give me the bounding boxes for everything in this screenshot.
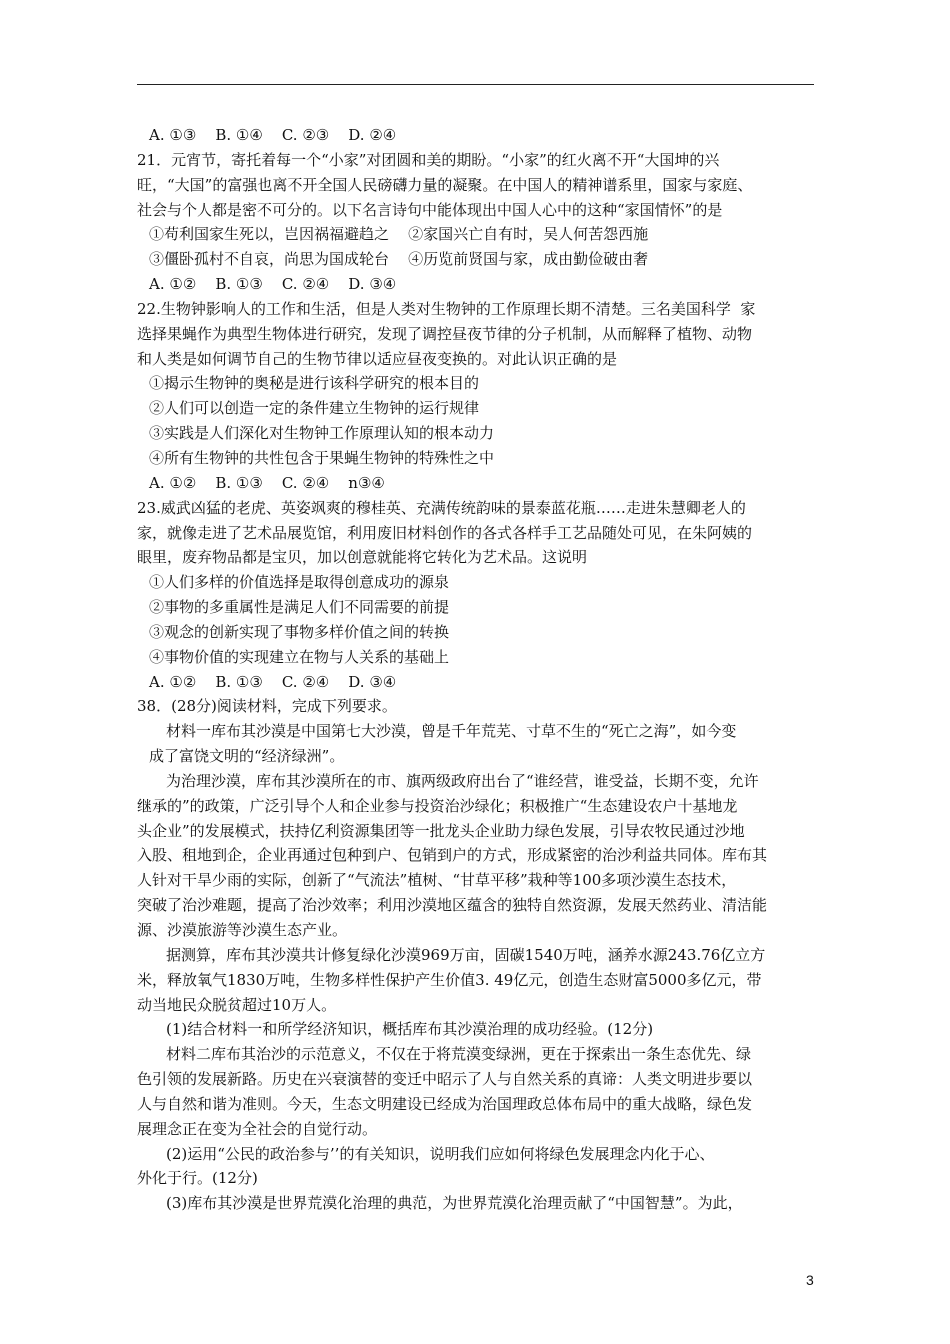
text-line: 21．元宵节，寄托着每一个“小家”对团圆和美的期盼。“小家”的红火离不开“大国坤的兴: [137, 150, 720, 169]
text-line: A. ①② B. ①③ C. ②④ D. ③④: [149, 672, 397, 691]
text-line: 选择果蝇作为典型生物体进行研究，发现了调控昼夜节律的分子机制，从而解释了植物、动物: [137, 324, 753, 343]
text-line: 成了富饶文明的“经济绿洲”。: [149, 747, 345, 766]
text-line: 22.生物钟影响人的工作和生活，但是人类对生物钟的工作原理长期不清楚。三名美国科学 家: [137, 299, 756, 318]
text-line: (1)结合材料一和所学经济知识，概括库布其沙漠治理的成功经验。(12分): [166, 1020, 654, 1039]
text-line: ③实践是人们深化对生物钟工作原理认知的根本动力: [149, 424, 495, 443]
text-line: ①人们多样的价值选择是取得创意成功的源泉: [149, 573, 450, 592]
text-line: ②人们可以创造一定的条件建立生物钟的运行规律: [149, 399, 480, 418]
text-line: 人针对干旱少雨的实际，创新了“气流法”植树、“甘草平移”栽种等100多项沙漠生态技术，: [137, 871, 737, 890]
text-line: 家，就像走进了艺术品展览馆，利用废旧材料创作的各式各样手工艺品随处可见，在朱阿姨的: [137, 523, 753, 542]
text-line: ①苟利国家生死以，岂因祸福避趋之 ②家国兴亡自有时，吴人何苦怨西施: [149, 225, 649, 244]
text-line: (3)库布其沙漠是世界荒漠化治理的典范，为世界荒漠化治理贡献了“中国智慧”。为此，: [166, 1194, 743, 1213]
text-line: A. ①② B. ①③ C. ②④ n③④: [149, 473, 385, 492]
text-line: ②事物的多重属性是满足人们不同需要的前提: [149, 598, 450, 617]
text-line: 入股、租地到企，企业再通过包种到户、包销到户的方式，形成紧密的治沙利益共同体。库布其: [137, 846, 768, 865]
text-line: 据测算，库布其沙漠共计修复绿化沙漠969万亩，固碳1540万吨，涵养水源243.76亿立方: [166, 945, 766, 964]
text-line: ④所有生物钟的共性包含于果蝇生物钟的特殊性之中: [149, 448, 495, 467]
text-line: 继承的”的政策，广泛引导个人和企业参与投资治沙绿化；积极推广“生态建设农户十基地龙: [137, 796, 738, 815]
text-line: (2)运用“公民的政治参与’’的有关知识，说明我们应如何将绿色发展理念内化于心、: [166, 1144, 715, 1163]
text-line: 23.威武凶猛的老虎、英姿飒爽的穆桂英、充满传统韵味的景泰蓝花瓶……走进朱慧卿老人的: [137, 498, 746, 517]
text-line: ①揭示生物钟的奥秘是进行该科学研究的根本目的: [149, 374, 480, 393]
text-line: 材料一库布其沙漠是中国第七大沙漠，曾是千年荒芜、寸草不生的“死亡之海”，如今变: [166, 722, 737, 741]
text-line: 眼里，废弃物品都是宝贝，加以创意就能将它转化为艺术品。这说明: [137, 548, 588, 567]
text-line: 旺，“大国”的富强也离不开全国人民磅礴力量的凝聚。在中国人的精神谱系里，国家与家庭、: [137, 175, 753, 194]
text-line: 头企业”的发展模式，扶持亿利资源集团等一批龙头企业助力绿色发展，引导农牧民通过沙地: [137, 821, 745, 840]
text-line: A. ①③ B. ①④ C. ②③ D. ②④: [149, 126, 397, 144]
text-line: 突破了治沙难题，提高了治沙效率；利用沙漠地区蕴含的独特自然资源，发展天然药业、清洁能: [137, 896, 768, 915]
text-line: ③僵卧孤村不自哀，尚思为国成轮台 ④历览前贤国与家，成由勤俭破由奢: [149, 250, 649, 269]
text-line: 米，释放氧气1830万吨，生物多样性保护产生价值3. 49亿元，创造生态财富5000多亿元，带: [137, 970, 762, 989]
text-line: ③观念的创新实现了事物多样价值之间的转换: [149, 622, 450, 641]
text-line: 材料二库布其治沙的示范意义，不仅在于将荒漠变绿洲，更在于探索出一条生态优先、绿: [166, 1045, 752, 1064]
text-line: 色引领的发展新路。历史在兴衰演替的变迁中昭示了人与自然关系的真谛：人类文明进步要以: [137, 1070, 753, 1089]
text-line: 为治理沙漠，库布其沙漠所在的市、旗两级政府出台了“谁经营，谁受益，长期不变，允许: [166, 771, 759, 790]
text-line: 展理念正在变为全社会的自觉行动。: [137, 1119, 378, 1138]
text-line: 38．(28分)阅读材料，完成下列要求。: [137, 697, 397, 716]
text-line: 社会与个人都是密不可分的。以下名言诗句中能体现出中国人心中的这种“家国情怀”的是: [137, 200, 723, 219]
text-line: 人与自然和谐为准则。今天，生态文明建设已经成为治国理政总体布局中的重大战略，绿色发: [137, 1094, 753, 1113]
text-line: ④事物价值的实现建立在物与人关系的基础上: [149, 647, 450, 666]
page-number: 3: [806, 1272, 814, 1288]
text-line: A. ①② B. ①③ C. ②④ D. ③④: [149, 275, 397, 294]
text-line: 外化于行。(12分): [137, 1169, 258, 1188]
text-line: 源、沙漠旅游等沙漠生态产业。: [137, 921, 348, 939]
text-line: 动当地民众脱贫超过10万人。: [137, 995, 337, 1014]
text-line: 和人类是如何调节自己的生物节律以适应昼夜变换的。对此认识正确的是: [137, 349, 618, 368]
page-body: [137, 123, 817, 1216]
header-rule: [137, 84, 814, 85]
